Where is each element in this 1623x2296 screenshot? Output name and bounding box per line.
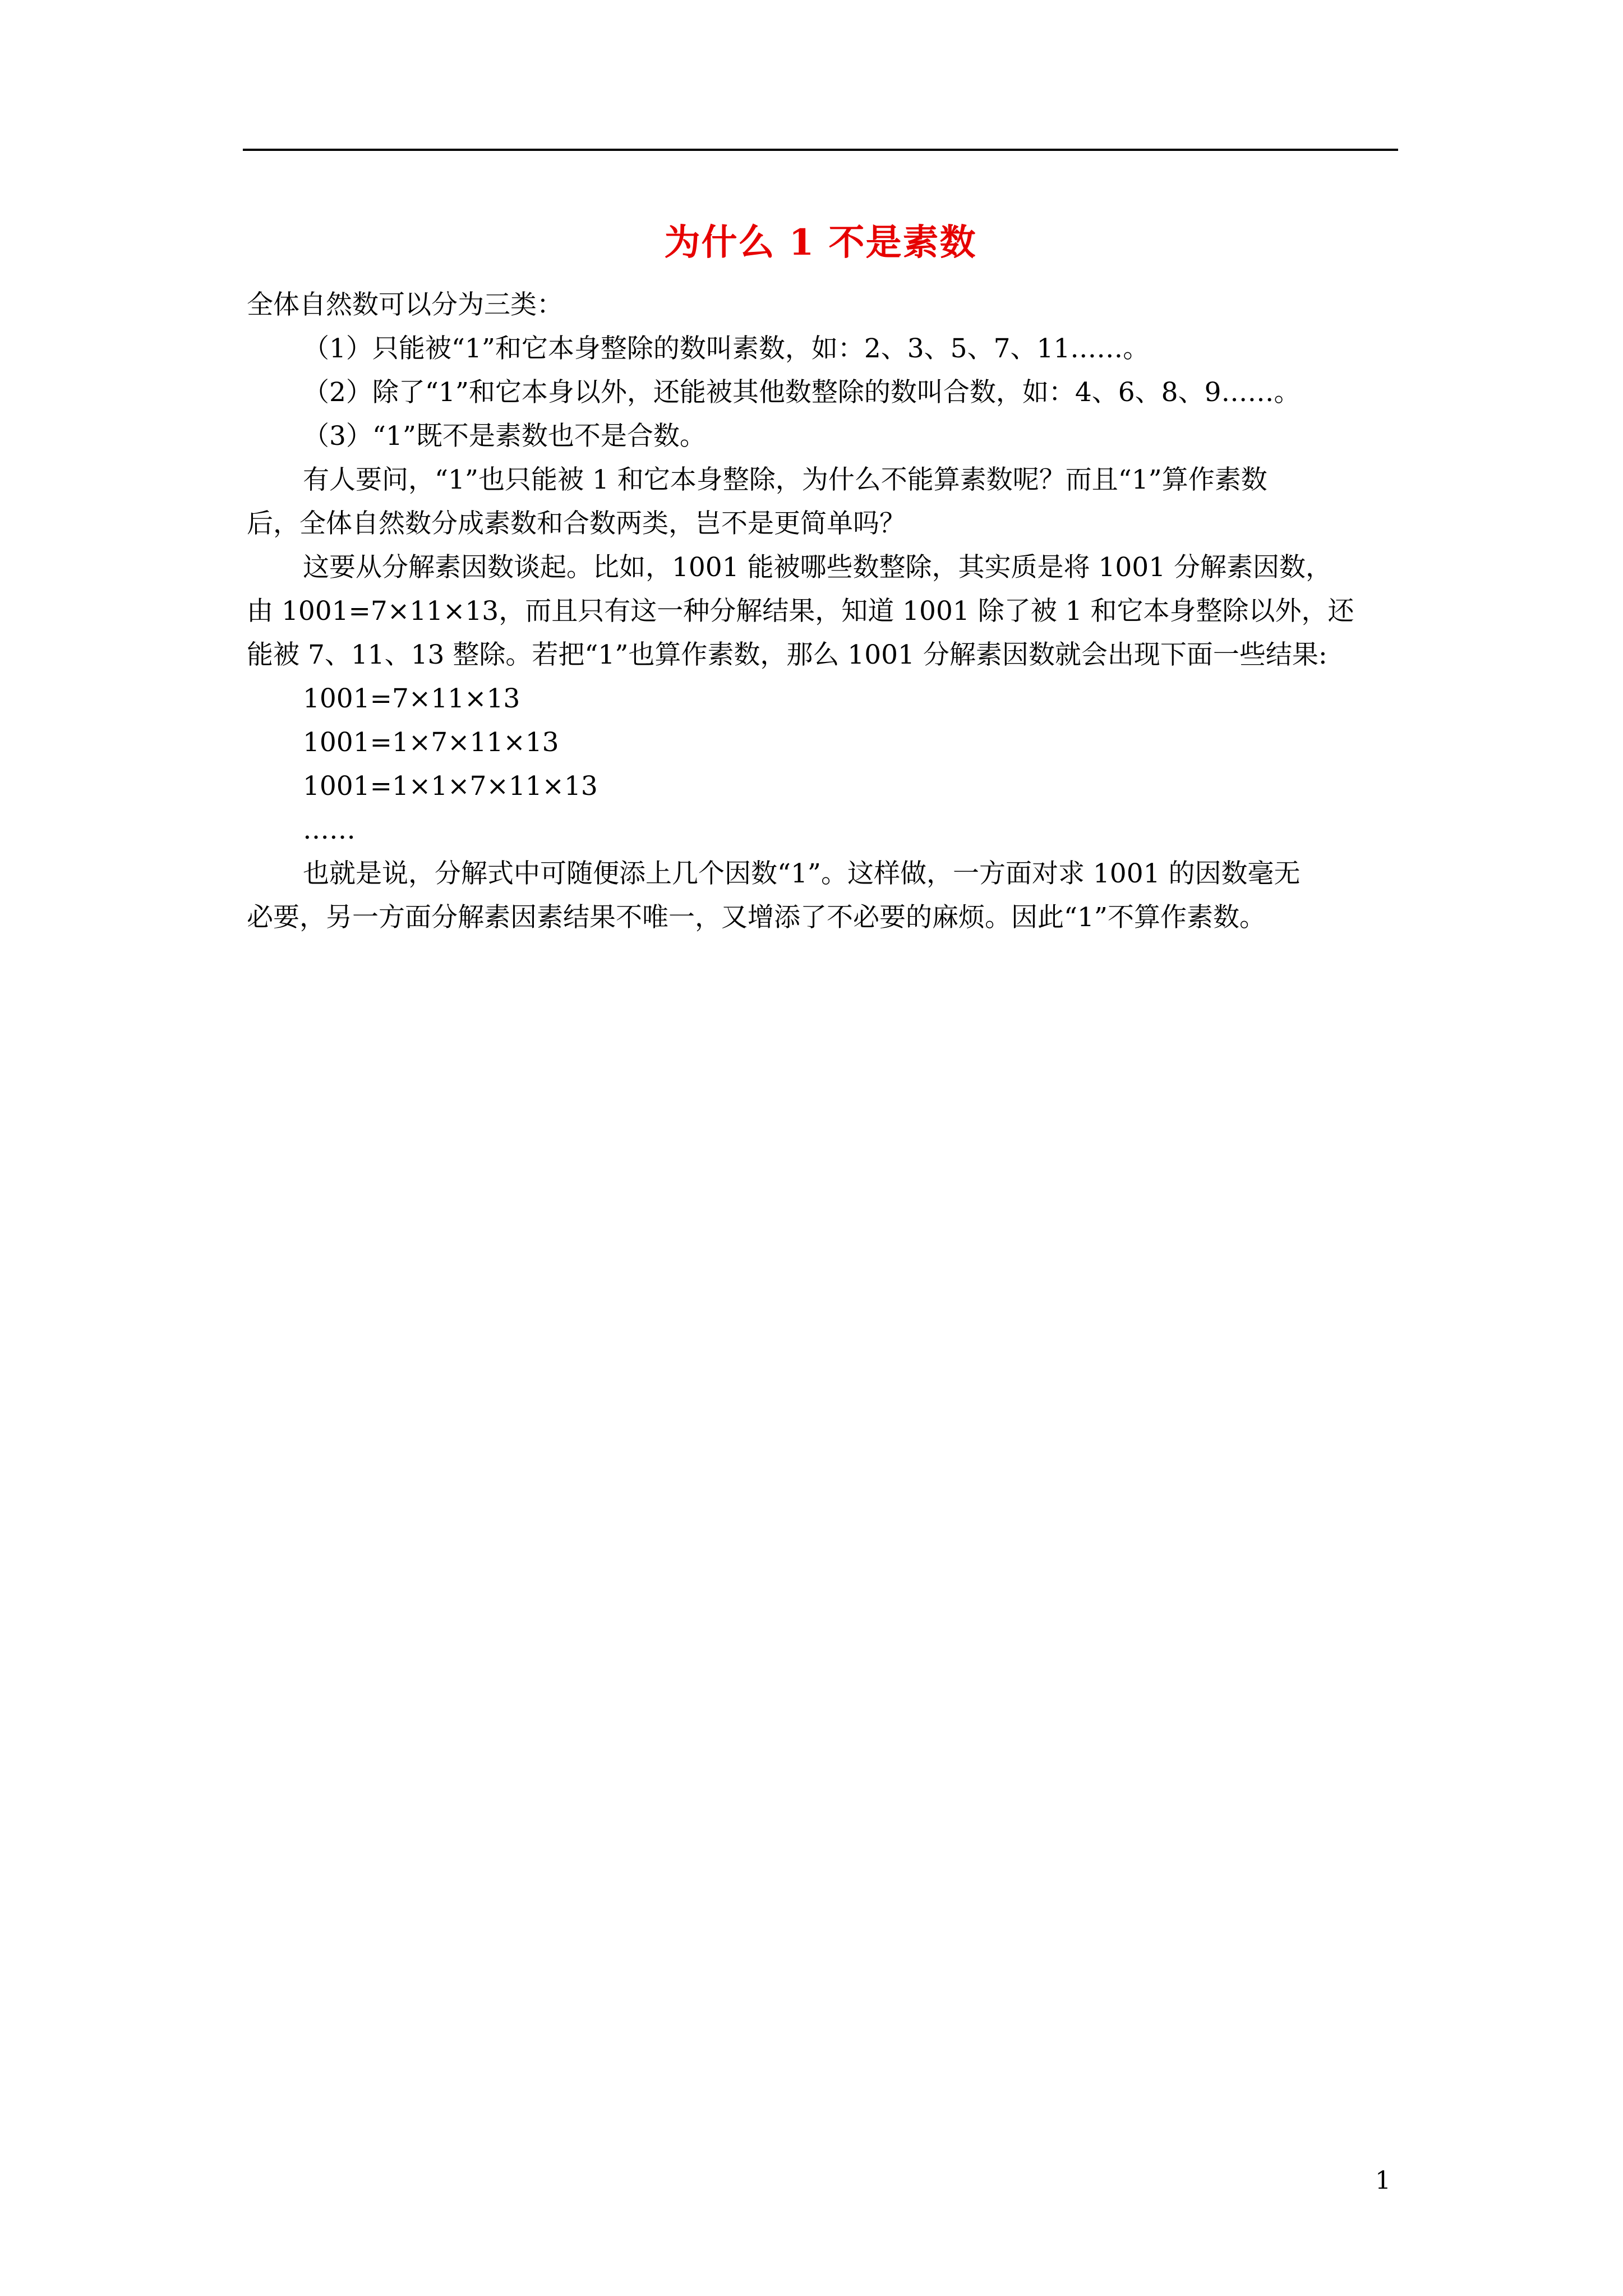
intro-line: 全体自然数可以分为三类： bbox=[247, 289, 563, 320]
explanation-paragraph-line: 这要从分解素因数谈起。比如，1001 能被哪些数整除，其实质是将 1001 分解素因数， bbox=[303, 552, 1332, 583]
header-rule bbox=[243, 149, 1398, 151]
category-item: （1）只能被“1”和它本身整除的数叫素数，如：2、3、5、7、11……。 bbox=[303, 333, 1150, 364]
category-item: （2）除了“1”和它本身以外，还能被其他数整除的数叫合数，如：4、6、8、9……。 bbox=[303, 377, 1301, 408]
conclusion-paragraph-line: 必要，另一方面分解素因素结果不唯一，又增添了不必要的麻烦。因此“1”不算作素数。 bbox=[247, 902, 1266, 933]
category-item: （3）“1”既不是素数也不是合数。 bbox=[303, 421, 706, 452]
factorization-ellipsis: …… bbox=[303, 815, 356, 845]
explanation-paragraph-line: 由 1001=7×11×13，而且只有这一种分解结果，知道 1001 除了被 1 和它本身整除以外，还 bbox=[247, 596, 1354, 627]
question-paragraph-line: 后，全体自然数分成素数和合数两类，岂不是更简单吗？ bbox=[247, 508, 906, 539]
factorization-line: 1001=1×7×11×13 bbox=[303, 727, 559, 758]
explanation-paragraph-line: 能被 7、11、13 整除。若把“1”也算作素数，那么 1001 分解素因数就会出现下面一些结果: bbox=[247, 639, 1327, 670]
question-paragraph-line: 有人要问，“1”也只能被 1 和它本身整除，为什么不能算素数呢？而且“1”算作素数 bbox=[303, 464, 1267, 495]
factorization-line: 1001=1×1×7×11×13 bbox=[303, 771, 598, 802]
document-body bbox=[247, 283, 1402, 940]
page-title: 为什么 1 不是素数 bbox=[664, 222, 977, 264]
page-number: 1 bbox=[1375, 2166, 1391, 2195]
conclusion-paragraph-line: 也就是说，分解式中可随便添上几个因数“1”。这样做，一方面对求 1001 的因数毫无 bbox=[303, 858, 1301, 889]
factorization-line: 1001=7×11×13 bbox=[303, 683, 520, 714]
